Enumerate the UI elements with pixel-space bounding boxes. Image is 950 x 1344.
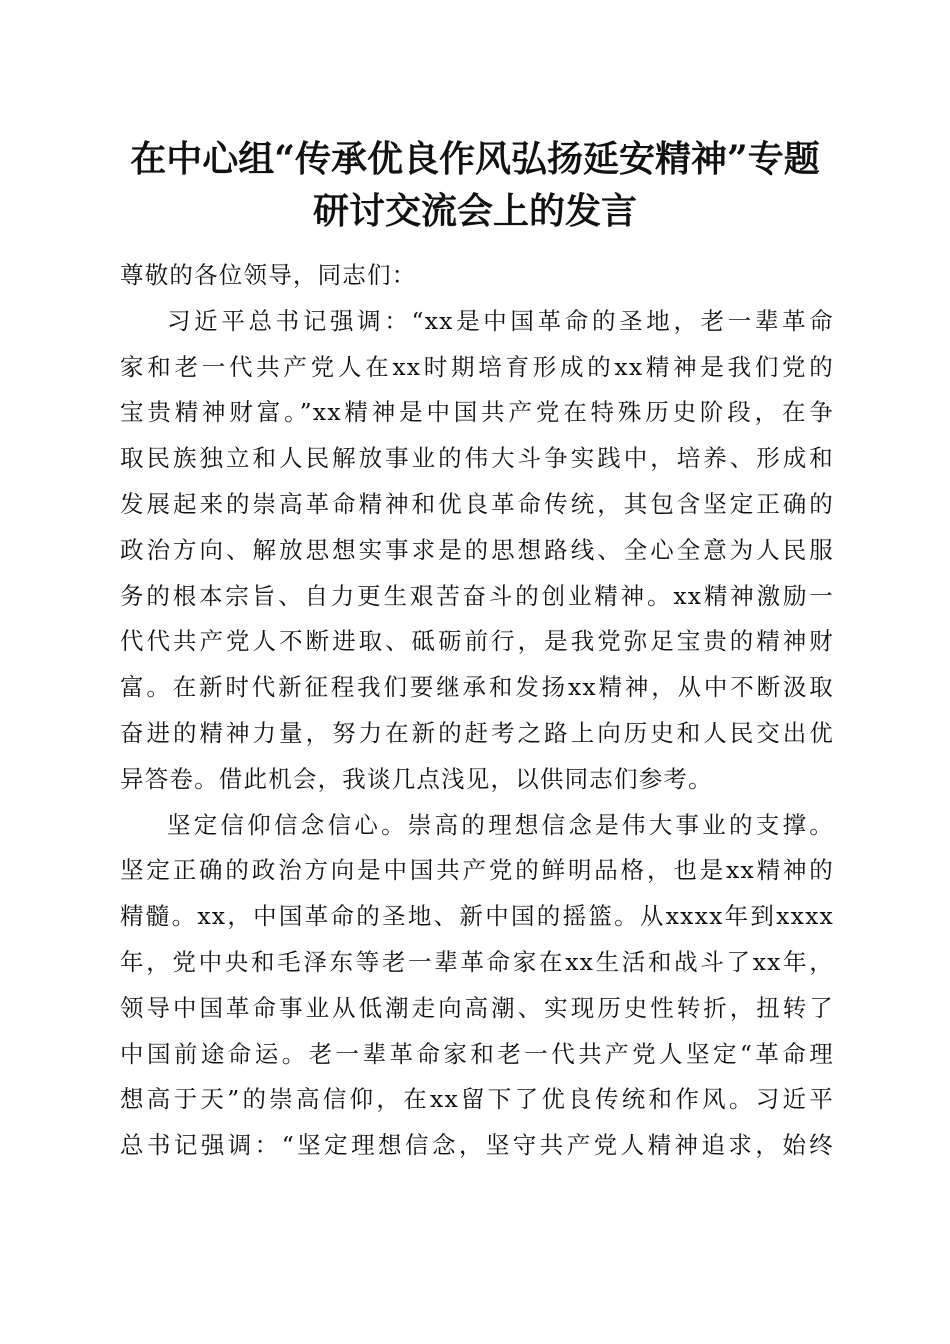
paragraph-line: 中国前途命运。老一辈革命家和老一代共产党人坚定“革命理 bbox=[120, 1039, 834, 1068]
paragraph-line: 政治方向、解放思想实事求是的思想路线、全心全意为人民服 bbox=[120, 535, 834, 564]
paragraph-line: 习近平总书记强调：“xx是中国革命的圣地，老一辈革命 bbox=[167, 306, 834, 335]
paragraph-line: 坚定信仰信念信心。崇高的理想信念是伟大事业的支撑。 bbox=[167, 810, 834, 839]
paragraph-faith bbox=[120, 803, 834, 1169]
paragraph-line: 家和老一代共产党人在xx时期培育形成的xx精神是我们党的 bbox=[120, 352, 834, 381]
paragraph-line: 想高于天”的崇高信仰，在xx留下了优良传统和作风。习近平 bbox=[120, 1085, 834, 1114]
paragraph-line: 奋进的精神力量，努力在新的赶考之路上向历史和人民交出优 bbox=[120, 718, 834, 747]
paragraph-line: 总书记强调：“坚定理想信念，坚守共产党人精神追求，始终 bbox=[120, 1131, 834, 1160]
paragraph-line: 取民族独立和人民解放事业的伟大斗争实践中，培养、形成和 bbox=[120, 444, 834, 473]
paragraph-line: 坚定正确的政治方向是中国共产党的鲜明品格，也是xx精神的 bbox=[120, 856, 834, 885]
salutation: 尊敬的各位领导，同志们： bbox=[120, 261, 417, 289]
paragraph-line: 务的根本宗旨、自力更生艰苦奋斗的创业精神。xx精神激励一 bbox=[120, 581, 834, 610]
paragraph-line: 发展起来的崇高革命精神和优良革命传统，其包含坚定正确的 bbox=[120, 489, 834, 518]
paragraph-line: 宝贵精神财富。”xx精神是中国共产党在特殊历史阶段，在争 bbox=[120, 398, 834, 427]
document-body bbox=[120, 253, 834, 1169]
paragraph-line: 富。在新时代新征程我们要继承和发扬xx精神，从中不断汲取 bbox=[120, 673, 834, 702]
paragraph-intro bbox=[120, 299, 834, 803]
paragraph-line: 精髓。xx，中国革命的圣地、新中国的摇篮。从xxxx年到xxxx bbox=[120, 902, 834, 931]
paragraph-line: 代代共产党人不断进取、砥砺前行，是我党弥足宝贵的精神财 bbox=[120, 627, 834, 656]
title-line-2: 研讨交流会上的发言 bbox=[312, 190, 637, 232]
paragraph-line: 领导中国革命事业从低潮走向高潮、实现历史性转折，扭转了 bbox=[120, 993, 834, 1022]
title-line-1: 在中心组“传承优良作风弘扬延安精神”专题 bbox=[130, 138, 820, 180]
page-title bbox=[100, 133, 850, 237]
paragraph-line: 年，党中央和毛泽东等老一辈革命家在xx生活和战斗了xx年， bbox=[120, 947, 834, 976]
paragraph-line: 异答卷。借此机会，我谈几点浅见，以供同志们参考。 bbox=[120, 764, 713, 793]
